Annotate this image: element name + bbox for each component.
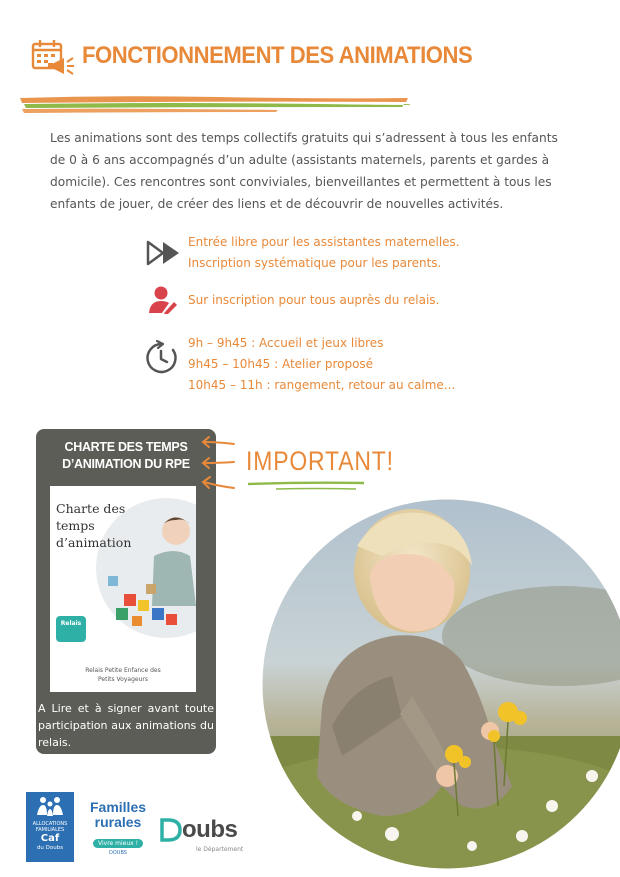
important-underline <box>246 480 366 492</box>
booklet-footer-line: Relais Petite Enfance des <box>85 667 161 674</box>
fr-line: rurales <box>94 814 142 830</box>
title-underline <box>18 92 410 116</box>
caf-sub: du Doubs <box>36 845 64 851</box>
schedule-item: 10h45 – 11h : rangement, retour au calme... <box>188 378 456 392</box>
familles-rurales-logo <box>86 800 150 864</box>
intro-line: Les animations sont des temps collectifs gratuits qui s’adressent à tous les enfants <box>50 131 558 145</box>
doubs-name: oubs <box>182 816 238 843</box>
caf-line: ALLOCATIONS <box>32 821 68 827</box>
charter-note: A Lire et à signer avant toute participation aux animations du relais. <box>38 702 214 749</box>
charter-title-line: CHARTE DES TEMPS <box>64 440 188 454</box>
page-title: FONCTIONNEMENT DES ANIMATIONS <box>82 42 473 69</box>
intro-line: enfants de jouer, de créer des liens et de découvrir de nouvelles activités. <box>50 197 504 211</box>
fast-forward-icon <box>146 240 182 266</box>
child-meadow-photo <box>262 486 620 877</box>
caf-line: FAMILIALES <box>35 827 65 833</box>
caf-logo <box>26 792 74 862</box>
booklet-footer-line: Petits Voyageurs <box>98 676 148 683</box>
important-label: IMPORTANT! <box>246 446 394 476</box>
fr-line: Familles <box>89 799 147 815</box>
charter-booklet[interactable] <box>50 486 196 692</box>
fr-sub: DOUBS <box>109 850 127 856</box>
doubs-logo <box>158 818 258 858</box>
person-edit-icon <box>148 285 178 315</box>
schedule-item: 9h45 – 10h45 : Atelier proposé <box>188 357 374 371</box>
fr-tag: Vivre mieux ! <box>93 839 143 848</box>
access-line: Inscription systématique pour les parents. <box>188 256 442 270</box>
clock-icon <box>143 340 179 376</box>
intro-paragraph <box>50 127 580 215</box>
access-line: Entrée libre pour les assistantes maternelles. <box>188 235 460 249</box>
doubs-d-icon <box>158 818 182 842</box>
access-info <box>188 232 460 274</box>
schedule-list <box>188 333 455 396</box>
relais-badge <box>56 616 86 642</box>
relais-badge-label: Relais <box>60 620 82 627</box>
charter-title-line: D’ANIMATION DU RPE <box>62 457 190 471</box>
intro-line: de 0 à 6 ans accompagnés d’un adulte (assistants maternels, parents et gardes à <box>50 153 550 167</box>
intro-line: domicile). Ces rencontres sont conviviales, bienveillantes et permettent à tous les <box>50 175 552 189</box>
registration-info: Sur inscription pour tous auprès du relais. <box>188 293 440 307</box>
charter-title <box>36 439 216 473</box>
doubs-sub: le Département <box>196 846 244 853</box>
caf-family-icon <box>33 795 67 817</box>
booklet-title: Charte des temps d’animation <box>56 501 132 550</box>
schedule-item: 9h – 9h45 : Accueil et jeux libres <box>188 336 384 350</box>
caf-name: Caf <box>40 833 60 844</box>
calendar-megaphone-icon <box>30 36 76 78</box>
arrows-decoration <box>198 432 238 502</box>
booklet-footer <box>50 666 196 684</box>
